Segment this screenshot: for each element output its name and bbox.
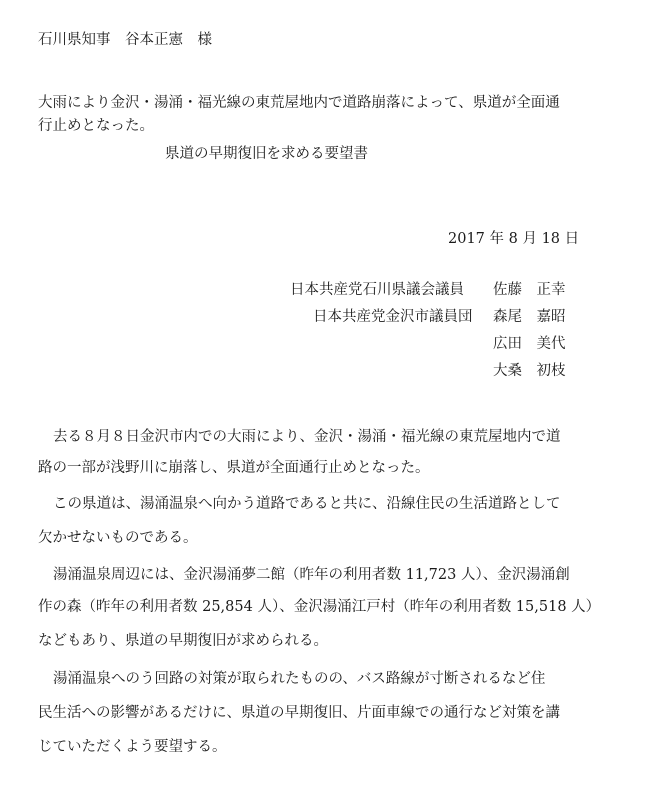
signatory-name: 森尾 嘉昭 <box>493 309 566 325</box>
addressee: 石川県知事 谷本正憲 様 <box>38 32 212 48</box>
document-title: 県道の早期復旧を求める要望書 <box>165 146 368 162</box>
body-line: 去る８月８日金沢市内での大雨により、金沢・湯涌・福光線の東荒屋地内で道 <box>53 429 561 445</box>
body-line: などもあり、県道の早期復旧が求められる。 <box>38 633 328 649</box>
body-line: 湯涌温泉周辺には、金沢湯涌夢二館（昨年の利用者数 11,723 人）、金沢湯涌創 <box>53 567 570 583</box>
body-line: 湯涌温泉へのう回路の対策が取られたものの、バス路線が寸断されるなど住 <box>53 671 546 687</box>
signatory-name: 広田 美代 <box>493 336 566 352</box>
body-line: この県道は、湯涌温泉へ向かう道路であると共に、沿線住民の生活道路として <box>53 496 561 512</box>
document-date: 2017 年 8 月 18 日 <box>448 231 580 247</box>
body-line: 路の一部が浅野川に崩落し、県道が全面通行止めとなった。 <box>38 460 430 476</box>
signatory-name: 佐藤 正幸 <box>493 282 566 298</box>
body-line: じていただくよう要望する。 <box>38 739 227 755</box>
signatory-org-prefectural: 日本共産党石川県議会議員 <box>290 282 464 298</box>
intro-line-2: 行止めとなった。 <box>38 118 154 134</box>
body-line: 作の森（昨年の利用者数 25,854 人）、金沢湯涌江戸村（昨年の利用者数 15,518 人） <box>38 599 601 615</box>
intro-line-1: 大雨により金沢・湯涌・福光線の東荒屋地内で道路崩落によって、県道が全面通 <box>38 95 560 111</box>
signatory-name: 大桑 初枝 <box>493 363 566 379</box>
body-line: 民生活への影響があるだけに、県道の早期復旧、片面車線での通行など対策を講 <box>38 705 560 721</box>
body-line: 欠かせないものである。 <box>38 530 198 546</box>
signatory-org-city: 日本共産党金沢市議員団 <box>313 309 473 325</box>
